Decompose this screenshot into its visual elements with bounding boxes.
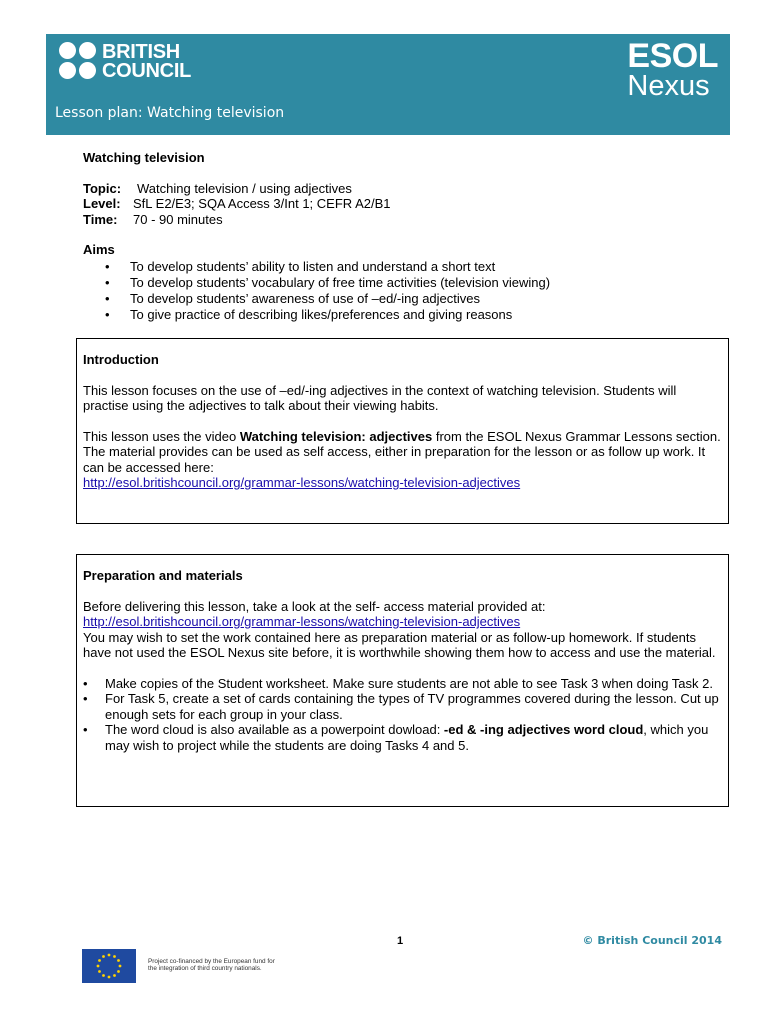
lesson-overview [83,150,723,323]
introduction-box [76,338,729,524]
introduction-title: Introduction [83,352,159,367]
aim-item: • To develop students’ ability to listen and understand a short text [105,258,496,274]
preparation-paragraph: Before delivering this lesson, take a look at the self- access material provided at: http://esol.britishcouncil.org/grammar-lessons/watching-television-adjectives You may wish to set the work contained here as preparation material or as follow-up homework. If students have not used the ESOL Nexus site before, it is worthwhile showing them how to access and use the material. [83,598,716,660]
video-title: Watching television: adjectives [239,428,433,444]
word-cloud-title: -ed & -ing adjectives word cloud [443,722,644,737]
page-number: 1 [397,935,404,947]
introduction-link[interactable]: http://esol.britishcouncil.org/grammar-lessons/watching-television-adjectives [83,475,521,490]
aims-list [83,259,723,323]
topic-row [83,181,723,197]
eu-flag-icon [82,949,136,983]
aims-heading: Aims [83,242,115,257]
british-council-wordmark: BRITISH COUNCIL [102,41,192,82]
aim-item: • To give practice of describing likes/preferences and giving reasons [105,306,513,322]
british-council-logo [59,42,209,82]
aim-item: • To develop students’ awareness of use of –ed/-ing adjectives [105,290,481,306]
esol-wordmark: ESOL [627,37,718,75]
level-label: Level: [83,196,121,211]
introduction-paragraph: This lesson focuses on the use of –ed/-ing adjectives in the context of watching television. Students will practise using the adjectives to talk about their viewing habits. [83,382,677,413]
bullet-icon: • [83,675,88,691]
preparation-item: • Make copies of the Student worksheet. Make sure students are not able to see Task 3 when doing Task 2. [83,675,713,691]
level-row [83,196,723,212]
bullet-icon: • [83,722,88,737]
lesson-plan-subtitle: Lesson plan: Watching television [55,105,285,121]
preparation-link[interactable]: http://esol.britishcouncil.org/grammar-lessons/watching-television-adjectives [83,614,521,629]
esol-nexus-logo [627,37,718,102]
header-banner [46,34,730,135]
preparation-item: • For Task 5, create a set of cards containing the types of TV programmes covered during the lesson. Cut up enough sets for each group in your class. [83,691,719,722]
topic-value: Watching television / using adjectives [137,180,352,196]
time-value: 70 - 90 minutes [133,211,223,227]
bullet-icon: • [105,290,110,306]
nexus-wordmark: Nexus [627,70,710,102]
preparation-list [83,676,722,754]
document-title: Watching television [83,150,205,165]
british-council-dots-icon [59,42,101,82]
bullet-icon: • [83,691,88,706]
level-value: SfL E2/E3; SQA Access 3/Int 1; CEFR A2/B1 [133,196,391,211]
bullet-icon: • [105,258,110,274]
bullet-icon: • [105,306,110,322]
eu-funding-note: Project co-financed by the European fund for the integration of third country nationals. [148,958,275,973]
time-label: Time: [83,211,118,227]
preparation-item: • The word cloud is also available as a powerpoint dowload: -ed & -ing adjectives word cloud, which you may wish to project while the students are doing Tasks 4 and 5. [83,722,709,753]
copyright-notice: © British Council 2014 [582,934,722,947]
time-row [83,212,723,228]
topic-label: Topic: [83,180,122,196]
preparation-title: Preparation and materials [83,568,243,583]
aim-item: • To develop students’ vocabulary of free time activities (television viewing) [105,274,551,290]
bullet-icon: • [105,274,110,290]
preparation-box [76,554,729,807]
introduction-video-paragraph: This lesson uses the video Watching television: adjectives from the ESOL Nexus Grammar Lessons section. The material provides can be used as self access, either in preparation for the lesson or as follow up work. It can be accessed here: http://esol.britishcouncil.org/grammar-lessons/watching-television-adjectives [83,428,721,490]
